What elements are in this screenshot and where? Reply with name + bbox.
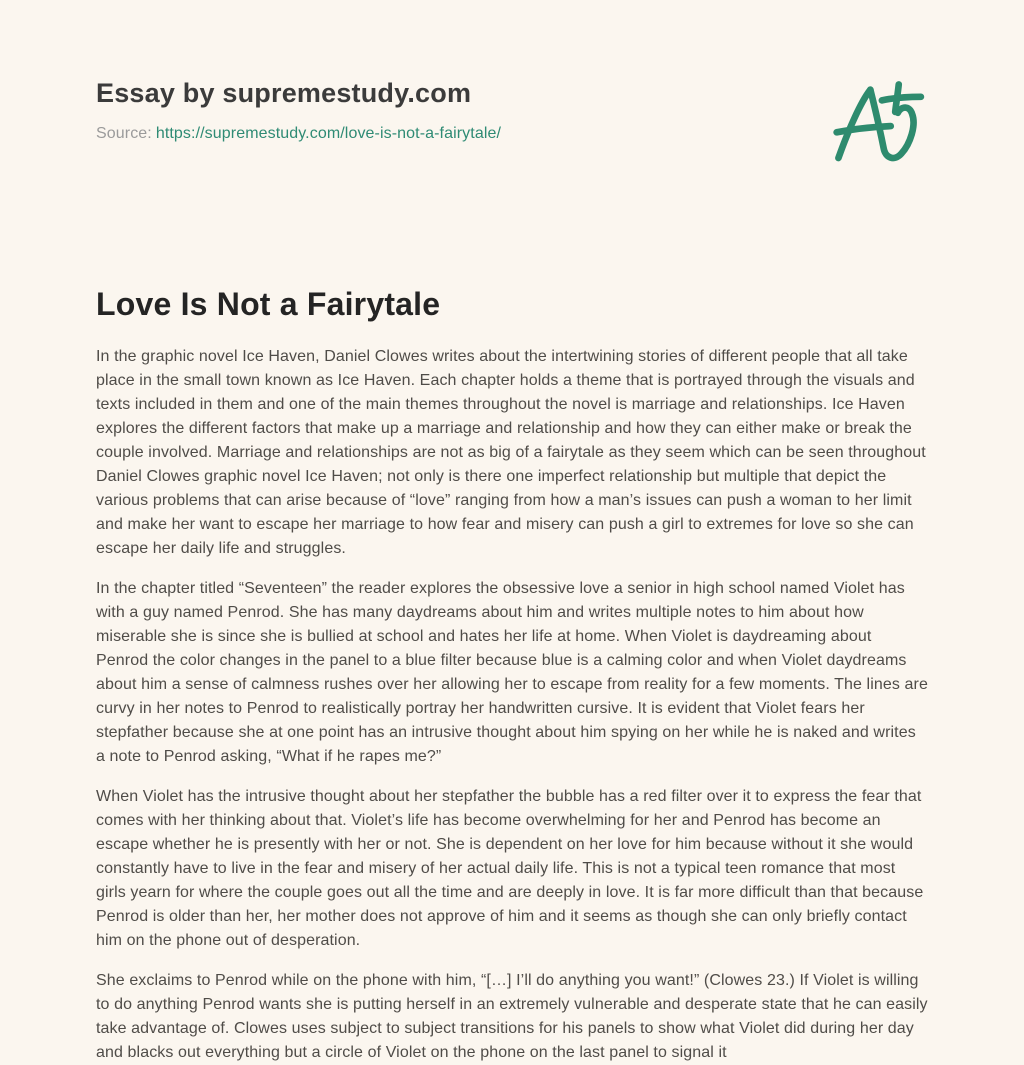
essay-paragraph-3: When Violet has the intrusive thought about her stepfather the bubble has a red filter over it to express the fear that comes with her thinking about that. Violet’s life has become overwhelming for her and Penrod has become an escape whether he is presently with her or not. She is dependent on her love for him because without it she would constantly have to live in the fear and misery of her actual daily life. This is not a typical teen romance that most girls yearn for where the couple goes out all the time and are deeply in love. It is far more difficult than that because Penrod is older than her, her mother does not approve of him and it seems as though she can only briefly contact him on the phone out of desperation. xyxy=(96,788,924,949)
source-line xyxy=(96,125,501,143)
a-plus-logo-icon xyxy=(822,72,940,174)
essay-body xyxy=(96,345,928,1065)
header-text-block xyxy=(96,70,501,143)
byline-heading: Essay by supremestudy.com xyxy=(96,78,472,108)
essay-paragraph-1: In the graphic novel Ice Haven, Daniel Clowes writes about the intertwining stories of different people that all take place in the small town known as Ice Haven. Each chapter holds a theme that is portrayed through the visuals and texts included in them and one of the main themes throughout the novel is marriage and relationships. Ice Haven explores the different factors that make up a marriage and relationship and how they can either make or break the couple involved. Marriage and relationships are not as big of a fairytale as they seem which can be seen throughout Daniel Clowes graphic novel Ice Haven; not only is there one imperfect relationship but multiple that depict the various problems that can arise because of “love” ranging from how a man’s issues can push a woman to her limit and make her want to escape her marriage to how fear and misery can push a girl to extremes for love so she can escape her daily life and struggles. xyxy=(96,348,926,557)
essay-paragraph-4: She exclaims to Penrod while on the phone with him, “[…] I’ll do anything you want!” (Clowes 23.) If Violet is willing to do anything Penrod wants she is putting herself in an extremely vulnerable and desperate state that he can easily take advantage of. Clowes uses subject to subject transitions for his panels to show what Violet did during her day and blacks out everything but a circle of Violet on the phone on the last panel to signal it xyxy=(96,972,928,1061)
source-link[interactable]: https://supremestudy.com/love-is-not-a-fairytale/ xyxy=(155,125,502,142)
source-label: Source: xyxy=(96,125,152,142)
essay-paragraph-2: In the chapter titled “Seventeen” the reader explores the obsessive love a senior in high school named Violet has with a guy named Penrod. She has many daydreams about him and writes multiple notes to him about how miserable she is since she is bullied at school and hates her life at home. When Violet is daydreaming about Penrod the color changes in the panel to a blue filter because blue is a calming color and when Violet daydreams about him a sense of calmness rushes over her allowing her to escape from reality for a few moments. The lines are curvy in her notes to Penrod to realistically portray her handwritten cursive. It is evident that Violet fears her stepfather because she at one point has an intrusive thought about him spying on her while he is naked and writes a note to Penrod asking, “What if he rapes me?” xyxy=(96,580,928,765)
page-header xyxy=(96,0,928,174)
article-title: Love Is Not a Fairytale xyxy=(96,286,441,322)
